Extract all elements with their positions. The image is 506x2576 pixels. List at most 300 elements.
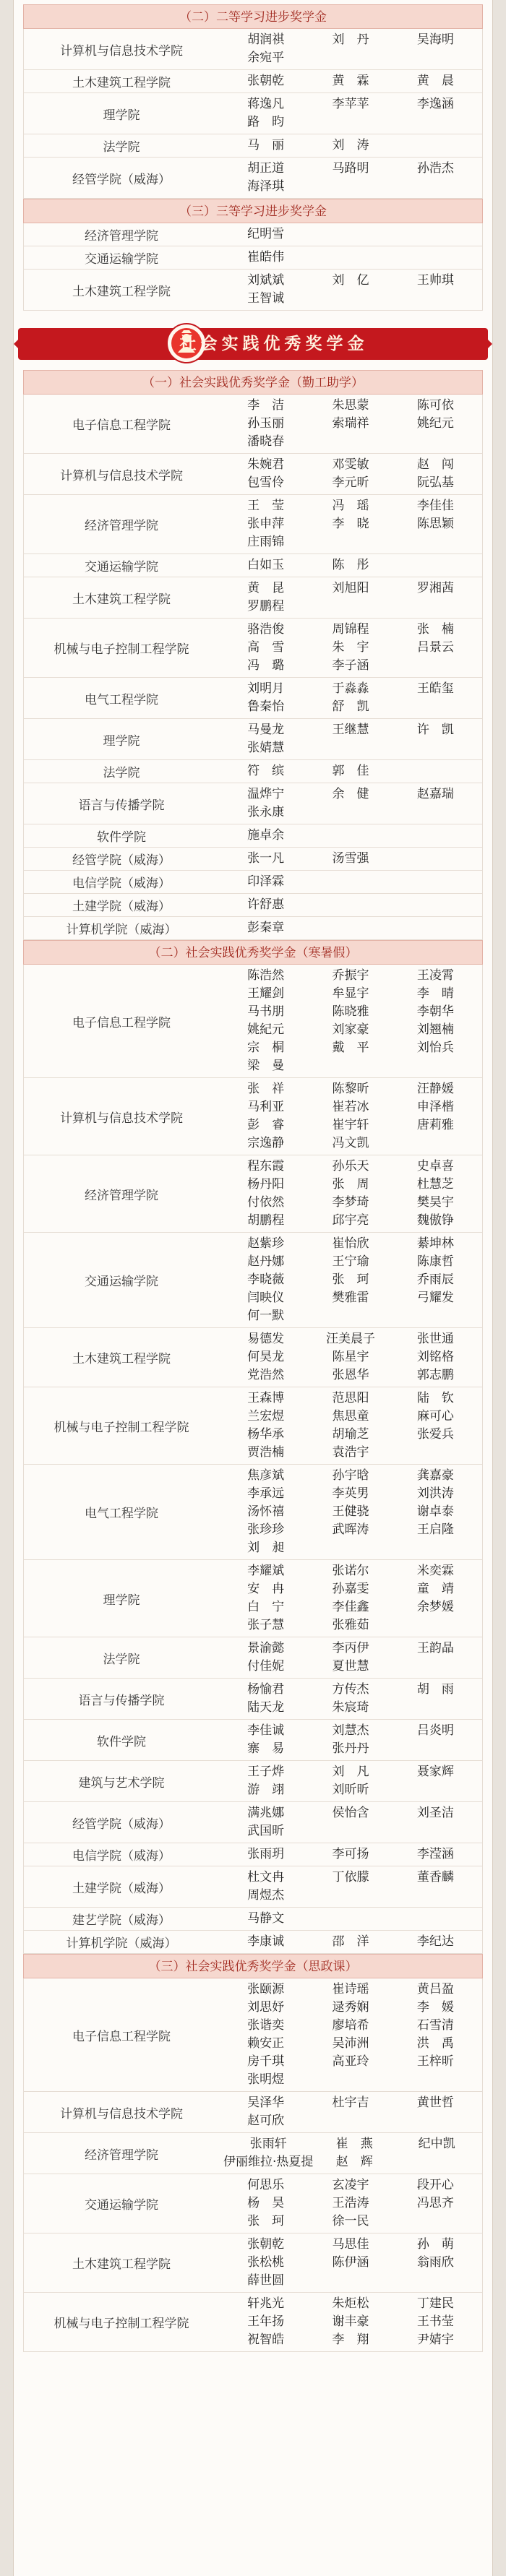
recipient-name: 武晖涛 — [332, 1522, 369, 1537]
college-name: 语言与传播学院 — [78, 1693, 165, 1708]
recipient-name: 姚紀元 — [247, 1022, 285, 1037]
recipient-name: 崔宇轩 — [332, 1118, 369, 1132]
recipient-name: 张 楠 — [416, 622, 454, 637]
recipient-name: 印泽霖 — [247, 874, 285, 889]
recipient-name: 易德发 — [247, 1332, 285, 1346]
recipient-name: 薛世圆 — [247, 2273, 285, 2288]
recipient-name: 胡鹏程 — [247, 1213, 285, 1228]
table-row — [23, 1465, 483, 1560]
college-name: 法学院 — [103, 1652, 140, 1667]
recipient-list — [219, 965, 482, 1077]
recipient-list — [219, 1761, 482, 1801]
recipient-name: 邓雯敏 — [332, 457, 369, 472]
table-row — [23, 1233, 483, 1328]
table-row — [23, 1155, 483, 1233]
recipient-name: 夏世慧 — [332, 1659, 369, 1673]
recipient-list — [219, 554, 482, 577]
table-row — [23, 2233, 483, 2293]
recipient-name: 乔雨辰 — [416, 1272, 454, 1287]
recipient-name: 汪美晨子 — [325, 1332, 375, 1346]
recipient-name: 白如玉 — [247, 558, 285, 572]
recipient-name: 孙乐天 — [332, 1159, 369, 1173]
recipient-name: 李梦琦 — [332, 1195, 369, 1210]
college-name: 电子信息工程学院 — [72, 1015, 171, 1030]
recipient-name: 安 冉 — [247, 1582, 285, 1596]
table-row — [23, 158, 483, 199]
college-name: 电气工程学院 — [85, 692, 158, 707]
college-name: 计算机与信息技术学院 — [60, 43, 183, 59]
recipient-name: 王书莹 — [416, 2314, 454, 2329]
table-row — [23, 848, 483, 871]
section-banner — [14, 314, 492, 370]
recipient-name: 李可扬 — [332, 1847, 369, 1861]
table-row — [23, 2174, 483, 2233]
recipient-name: 樊昊宇 — [416, 1195, 454, 1210]
recipient-name: 李康诚 — [247, 1934, 285, 1949]
recipient-name: 玄凌宇 — [332, 2178, 369, 2192]
recipient-name: 刘怡兵 — [416, 1041, 454, 1055]
recipient-name: 徐一民 — [332, 2214, 369, 2228]
recipient-name: 陈 彤 — [332, 558, 369, 572]
section-header: （二）社会实践优秀奖学金（寒暑假） — [23, 940, 483, 965]
recipient-name: 李子涵 — [332, 658, 369, 673]
college-name: 交通运输学院 — [85, 1275, 158, 1289]
recipient-name: 王宁瑜 — [332, 1254, 369, 1269]
college-name: 机械与电子控制工程学院 — [53, 642, 189, 657]
recipient-name: 冯文凯 — [332, 1136, 369, 1150]
recipient-name: 赵 闯 — [416, 457, 454, 472]
table-row — [23, 1931, 483, 1954]
recipient-name: 赵嘉瑞 — [416, 787, 454, 801]
recipient-name: 海泽琪 — [247, 179, 285, 194]
recipient-name: 王健骁 — [332, 1504, 369, 1519]
table-row — [23, 1328, 483, 1387]
college-name: 理学院 — [103, 1593, 140, 1608]
recipient-name: 何昊龙 — [247, 1350, 285, 1364]
recipient-name: 纪中凯 — [418, 2137, 455, 2151]
recipient-name: 王森博 — [247, 1391, 285, 1405]
table-row — [23, 577, 483, 619]
recipient-name: 张松桃 — [247, 2255, 285, 2270]
table-row — [23, 1078, 483, 1155]
recipient-list — [219, 894, 482, 916]
college-name: 软件学院 — [97, 1734, 146, 1749]
recipient-name: 丁依朦 — [332, 1870, 369, 1884]
recipient-name: 郭 佳 — [332, 764, 369, 778]
table-row — [23, 965, 483, 1078]
recipient-name: 李元昕 — [332, 475, 369, 490]
recipient-name: 张子慧 — [247, 1618, 285, 1632]
table-row — [23, 395, 483, 454]
recipient-name: 石雪清 — [416, 2018, 454, 2033]
recipient-name: 朱 宇 — [332, 640, 369, 655]
recipient-name: 党浩然 — [247, 1368, 285, 1382]
college-name: 土建学院（威海） — [72, 900, 171, 914]
recipient-name: 王启隆 — [416, 1522, 454, 1537]
recipient-name: 张朝乾 — [247, 74, 285, 88]
table-row — [23, 2092, 483, 2133]
college-name: 经管学院（威海） — [72, 172, 171, 187]
recipient-name: 李 晴 — [416, 986, 454, 1001]
recipient-name: 陈思颖 — [416, 517, 454, 531]
recipient-name: 温烨宁 — [247, 787, 285, 801]
recipient-name: 杨愉君 — [247, 1682, 285, 1697]
recipient-name: 王耀剑 — [247, 986, 285, 1001]
recipient-name: 马 丽 — [247, 138, 285, 152]
recipient-name: 李纪达 — [416, 1934, 454, 1949]
part-social-practice — [23, 370, 483, 2352]
recipient-name: 申泽楷 — [416, 1100, 454, 1114]
college-name: 土木建筑工程学院 — [72, 76, 171, 90]
recipient-name: 伊丽维拉·热夏提 — [223, 2155, 314, 2169]
college-name: 土木建筑工程学院 — [72, 2257, 171, 2272]
table-row — [23, 270, 483, 311]
recipient-name: 余梦媛 — [416, 1600, 454, 1614]
college-name: 电气工程学院 — [85, 1507, 158, 1521]
recipient-name: 李佳鑫 — [332, 1600, 369, 1614]
recipient-name: 侯怡含 — [332, 1806, 369, 1820]
recipient-name: 刘思妤 — [247, 2000, 285, 2015]
recipient-name: 蒋逸凡 — [247, 97, 285, 111]
recipient-name: 樊雅雷 — [332, 1291, 369, 1305]
recipient-name: 崔若冰 — [332, 1100, 369, 1114]
recipient-name: 马思佳 — [332, 2237, 369, 2252]
recipient-name: 李 晓 — [332, 517, 369, 531]
recipient-name: 史卓喜 — [416, 1159, 454, 1173]
recipient-name: 王 莹 — [247, 499, 285, 513]
recipient-name: 张谐奕 — [247, 2018, 285, 2033]
recipient-name: 马利亚 — [247, 1100, 285, 1114]
recipient-name: 马曼龙 — [247, 723, 285, 737]
college-name: 土木建筑工程学院 — [72, 592, 171, 607]
recipient-list — [219, 783, 482, 824]
recipient-name: 范思阳 — [332, 1391, 369, 1405]
recipient-name: 洪 禹 — [416, 2036, 454, 2051]
recipient-list — [219, 1078, 482, 1155]
table-row — [23, 246, 483, 270]
recipient-name: 罗湘茜 — [416, 581, 454, 595]
recipient-name: 张一凡 — [247, 851, 285, 866]
recipient-name: 孙宇晗 — [332, 1468, 369, 1483]
recipient-name: 冯思齐 — [416, 2196, 454, 2210]
recipient-name: 李 翔 — [332, 2332, 369, 2347]
college-name: 电子信息工程学院 — [72, 2029, 171, 2044]
table-row — [23, 1637, 483, 1679]
recipient-name: 马路明 — [332, 161, 369, 176]
recipient-name: 黄世哲 — [416, 2095, 454, 2110]
recipient-name: 汤雪强 — [332, 851, 369, 866]
recipient-name: 许舒惠 — [247, 897, 285, 912]
recipient-list — [219, 1637, 482, 1678]
table-row — [23, 134, 483, 158]
recipient-name: 陈伊涵 — [332, 2255, 369, 2270]
college-name: 语言与传播学院 — [78, 798, 165, 813]
table-row — [23, 1761, 483, 1802]
recipient-list — [219, 158, 482, 198]
recipient-name: 张申萍 — [247, 517, 285, 531]
recipient-name: 李承远 — [247, 1486, 285, 1501]
recipient-list — [219, 454, 482, 494]
recipient-name: 武国昕 — [247, 1824, 285, 1838]
recipient-name: 廖培希 — [332, 2018, 369, 2033]
recipient-name: 满兆娜 — [247, 1806, 285, 1820]
college-name: 交通运输学院 — [85, 560, 158, 574]
recipient-list — [219, 2293, 482, 2351]
recipient-name: 贾浩楠 — [247, 1445, 285, 1460]
recipient-name: 张婧慧 — [247, 741, 285, 755]
recipient-name: 寨 易 — [247, 1741, 285, 1756]
recipient-name: 刘昕昕 — [332, 1783, 369, 1797]
recipient-name: 房千琪 — [247, 2054, 285, 2069]
recipient-name: 马书朋 — [247, 1004, 285, 1019]
table-row — [23, 917, 483, 940]
recipient-list — [219, 2233, 482, 2292]
recipient-list — [219, 223, 482, 246]
table-row — [23, 1843, 483, 1866]
recipient-name: 刘 凡 — [332, 1765, 369, 1779]
recipient-name: 景渝懿 — [247, 1641, 285, 1655]
college-name: 交通运输学院 — [85, 2198, 158, 2213]
college-name: 计算机学院（威海） — [66, 923, 177, 937]
recipient-name: 于淼淼 — [332, 681, 369, 696]
recipient-name: 邵 洋 — [332, 1934, 369, 1949]
recipient-name: 何思乐 — [247, 2178, 285, 2192]
recipient-name: 施卓余 — [247, 828, 285, 843]
recipient-name: 付依然 — [247, 1195, 285, 1210]
college-name: 机械与电子控制工程学院 — [53, 1420, 189, 1435]
college-name: 土建学院（威海） — [72, 1881, 171, 1896]
recipient-name: 陈浩然 — [247, 968, 285, 983]
recipient-name: 聂家辉 — [416, 1765, 454, 1779]
section-header: （三）社会实践优秀奖学金（思政课） — [23, 1954, 483, 1978]
recipient-name: 姚纪元 — [416, 416, 454, 431]
recipient-name: 刘慧杰 — [332, 1723, 369, 1738]
table-row — [23, 29, 483, 70]
recipient-name: 焦彦斌 — [247, 1468, 285, 1483]
recipient-name: 刘家豪 — [332, 1022, 369, 1037]
recipient-name: 张颐源 — [247, 1982, 285, 1996]
recipient-name: 米奕霖 — [416, 1564, 454, 1578]
recipient-name: 许 凯 — [416, 723, 454, 737]
recipient-name: 张朝乾 — [247, 2237, 285, 2252]
college-name: 经济管理学院 — [85, 519, 158, 533]
recipient-name: 王帅琪 — [416, 273, 454, 288]
recipient-name: 刘明月 — [247, 681, 285, 696]
part-learning-progress — [23, 4, 483, 311]
recipient-name: 杨丹阳 — [247, 1177, 285, 1192]
recipient-name: 周煜杰 — [247, 1888, 285, 1903]
college-name: 计算机与信息技术学院 — [60, 1111, 183, 1126]
recipient-name: 程东霞 — [247, 1159, 285, 1173]
college-name: 经济管理学院 — [85, 2148, 158, 2163]
recipient-name: 汤怀禧 — [247, 1504, 285, 1519]
recipient-name: 李丙伊 — [332, 1641, 369, 1655]
recipient-name: 翁雨欣 — [416, 2255, 454, 2270]
recipient-name: 焦思童 — [332, 1409, 369, 1423]
recipient-name: 李晓薇 — [247, 1272, 285, 1287]
recipient-name: 胡瑜芝 — [332, 1427, 369, 1442]
recipient-name: 戴 平 — [332, 1041, 369, 1055]
recipient-name: 王浩涛 — [332, 2196, 369, 2210]
recipient-list — [219, 1465, 482, 1559]
recipient-name: 吴沛洲 — [332, 2036, 369, 2051]
college-name: 土木建筑工程学院 — [72, 1352, 171, 1366]
recipient-name: 张 珂 — [247, 2214, 285, 2228]
recipient-list — [219, 1931, 482, 1953]
recipient-list — [219, 2133, 482, 2174]
recipient-name: 龚嘉豪 — [416, 1468, 454, 1483]
recipient-list — [219, 1908, 482, 1930]
recipient-name: 冯 璐 — [247, 658, 285, 673]
recipient-name: 王继慧 — [332, 723, 369, 737]
recipient-list — [219, 395, 482, 453]
college-name: 经管学院（威海） — [72, 1817, 171, 1832]
college-name: 法学院 — [103, 766, 140, 780]
recipient-name: 张爱兵 — [416, 1427, 454, 1442]
recipient-name: 王年扬 — [247, 2314, 285, 2329]
college-name: 理学院 — [103, 108, 140, 123]
recipient-list — [219, 1387, 482, 1464]
college-name: 电信学院（威海） — [72, 876, 171, 891]
section-header: （一）社会实践优秀奖学金（勤工助学） — [23, 370, 483, 395]
recipient-name: 刘 亿 — [332, 273, 369, 288]
recipient-name: 牟显宇 — [332, 986, 369, 1001]
recipient-name: 李 洁 — [247, 398, 285, 413]
recipient-name: 梁 曼 — [247, 1059, 285, 1073]
recipient-name: 符 缤 — [247, 764, 285, 778]
table-row — [23, 678, 483, 719]
recipient-name: 綦坤林 — [416, 1236, 454, 1251]
college-name: 建筑与艺术学院 — [78, 1775, 165, 1791]
recipient-name: 朱宸琦 — [332, 1700, 369, 1715]
section-header: （三）三等学习进步奖学金 — [23, 199, 483, 223]
recipient-list — [219, 871, 482, 893]
recipient-name: 李朝华 — [416, 1004, 454, 1019]
recipient-name: 黄 霖 — [332, 74, 369, 88]
recipient-name: 刘旭阳 — [332, 581, 369, 595]
recipient-name: 胡正道 — [247, 161, 285, 176]
table-row — [23, 70, 483, 93]
recipient-name: 鲁秦怡 — [247, 699, 285, 714]
recipient-name: 黄 昆 — [247, 581, 285, 595]
recipient-list — [219, 1802, 482, 1843]
recipient-name: 王梓昕 — [416, 2054, 454, 2069]
section-header: （二）二等学习进步奖学金 — [23, 4, 483, 29]
recipient-name: 李英男 — [332, 1486, 369, 1501]
college-name: 经济管理学院 — [85, 1188, 158, 1203]
recipient-name: 董香麟 — [416, 1870, 454, 1884]
recipient-name: 胡润祺 — [247, 33, 285, 47]
recipient-name: 纪明雪 — [247, 227, 285, 241]
recipient-list — [219, 577, 482, 618]
table-row — [23, 2133, 483, 2174]
recipient-name: 何一默 — [247, 1309, 285, 1323]
recipient-name: 付佳妮 — [247, 1659, 285, 1673]
recipient-name: 祝智皓 — [247, 2332, 285, 2347]
college-name: 软件学院 — [97, 830, 146, 845]
recipient-name: 李耀斌 — [247, 1564, 285, 1578]
recipient-name: 孙 萌 — [416, 2237, 454, 2252]
recipient-name: 刘圣洁 — [416, 1806, 454, 1820]
recipient-name: 王凌霄 — [416, 968, 454, 983]
recipient-list — [219, 1720, 482, 1760]
recipient-name: 杨 昊 — [247, 2196, 285, 2210]
recipient-name: 陆天龙 — [247, 1700, 285, 1715]
college-name: 电子信息工程学院 — [72, 418, 171, 433]
recipient-name: 李逸涵 — [416, 97, 454, 111]
recipient-name: 庄雨锦 — [247, 535, 285, 549]
recipient-name: 余宛平 — [247, 51, 285, 65]
recipient-name: 王皓玺 — [416, 681, 454, 696]
recipient-name: 唐莉雅 — [416, 1118, 454, 1132]
recipient-list — [219, 719, 482, 759]
recipient-name: 索瑞祥 — [332, 416, 369, 431]
table-row — [23, 783, 483, 824]
recipient-name: 彭秦章 — [247, 921, 285, 935]
table-row — [23, 1560, 483, 1637]
recipient-name: 崔 燕 — [335, 2137, 373, 2151]
recipient-name: 彭 睿 — [247, 1118, 285, 1132]
recipient-list — [219, 495, 482, 553]
recipient-name: 赵丹娜 — [247, 1254, 285, 1269]
college-name: 土木建筑工程学院 — [72, 284, 171, 299]
recipient-name: 陈可依 — [416, 398, 454, 413]
recipient-name: 张永康 — [247, 805, 285, 819]
recipient-name: 张世通 — [416, 1332, 454, 1346]
recipient-name: 吴泽华 — [247, 2095, 285, 2110]
recipient-list — [219, 1233, 482, 1327]
recipient-name: 刘 丹 — [332, 33, 369, 47]
recipient-name: 包雪伶 — [247, 475, 285, 490]
recipient-name: 赵 辉 — [335, 2155, 373, 2169]
recipient-name: 谢丰豪 — [332, 2314, 369, 2329]
recipient-name: 闫映仪 — [247, 1291, 285, 1305]
table-row — [23, 894, 483, 917]
recipient-name: 逯秀娴 — [332, 2000, 369, 2015]
recipient-name: 马静文 — [247, 1911, 285, 1926]
recipient-name: 陈黎昕 — [332, 1082, 369, 1096]
recipient-name: 张 祥 — [247, 1082, 285, 1096]
recipient-name: 张 珂 — [332, 1272, 369, 1287]
table-row — [23, 554, 483, 577]
table-row — [23, 619, 483, 678]
recipient-list — [219, 70, 482, 92]
recipient-name: 杜文冉 — [247, 1870, 285, 1884]
recipient-name: 邱宇亮 — [332, 1213, 369, 1228]
table-row — [23, 93, 483, 134]
college-name: 经管学院（威海） — [72, 853, 171, 868]
table-row — [23, 454, 483, 495]
recipient-name: 白 宁 — [247, 1600, 285, 1614]
recipient-name: 方传杰 — [332, 1682, 369, 1697]
college-name: 计算机与信息技术学院 — [60, 2106, 183, 2121]
recipient-list — [219, 1560, 482, 1637]
table-row — [23, 719, 483, 760]
recipient-name: 刘 昶 — [247, 1541, 285, 1555]
recipient-name: 宗逸静 — [247, 1136, 285, 1150]
table-row — [23, 1866, 483, 1908]
recipient-name: 袁浩宇 — [332, 1445, 369, 1460]
recipient-name: 张恩华 — [332, 1368, 369, 1382]
recipient-name: 罗鹏程 — [247, 599, 285, 613]
college-name: 经济管理学院 — [85, 229, 158, 244]
banner-title: 社会实践优秀奖学金 — [179, 334, 369, 353]
college-name: 机械与电子控制工程学院 — [53, 2317, 189, 2331]
recipient-name: 张雅茹 — [332, 1618, 369, 1632]
recipient-name: 孙玉丽 — [247, 416, 285, 431]
recipient-name: 王子烨 — [247, 1765, 285, 1779]
recipient-name: 吕景云 — [416, 640, 454, 655]
